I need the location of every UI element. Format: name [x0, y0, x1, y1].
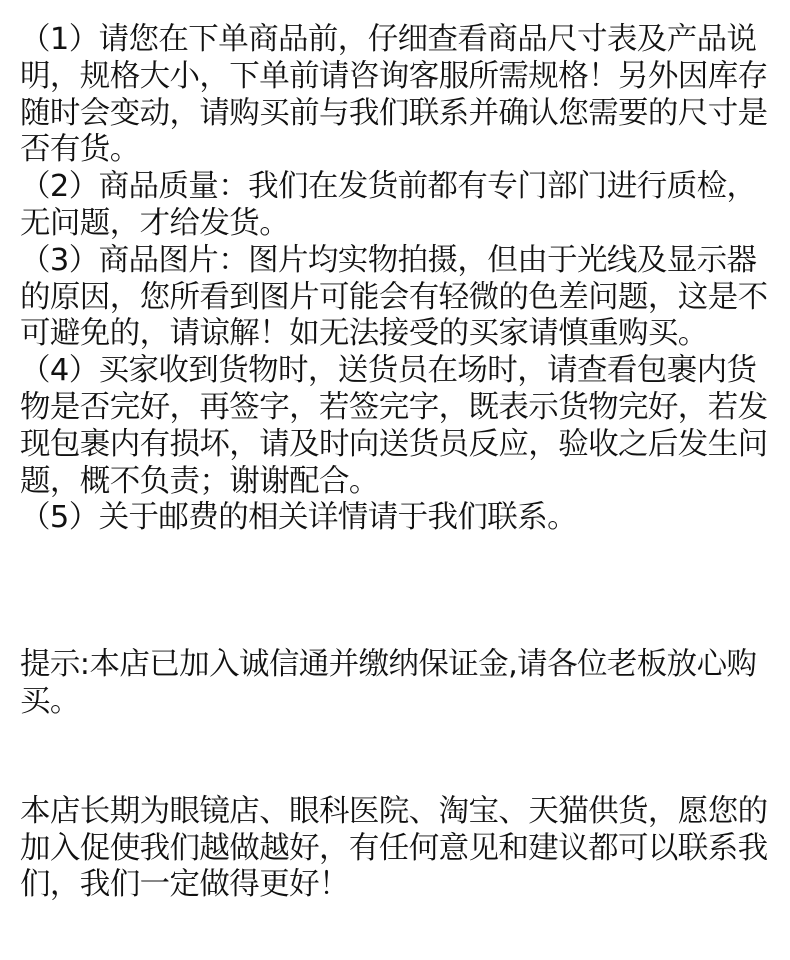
- policy-item-2: （2）商品质量：我们在发货前都有专门部门进行质检，无问题，才给发货。: [20, 169, 757, 241]
- section-spacer: [20, 537, 770, 647]
- policy-item-4: （4）买家收到货物时，送货员在场时，请查看包裹内货物是否完好，再签字，若签完字，既表示货物完好，若发现包裹内有损坏，请及时向送货员反应，验收之后发生问题，概不负责；谢谢配合。: [20, 353, 768, 499]
- purchase-notice: [20, 22, 770, 904]
- policy-item-1: （1）请您在下单商品前，仔细查看商品尺寸表及产品说明，规格大小，下单前请咨询客服所需规格！另外因库存随时会变动，请购买前与我们联系并确认您需要的尺寸是否有货。: [20, 22, 768, 168]
- policy-item-5: （5）关于邮费的相关详情请于我们联系。: [20, 500, 578, 536]
- policy-item-3: （3）商品图片：图片均实物拍摄，但由于光线及显示器的原因，您所看到图片可能会有轻微的色差问题，这是不可避免的，请谅解！如无法接受的买家请慎重购买。: [20, 242, 768, 352]
- supply-note: 本店长期为眼镜店、眼科医院、淘宝、天猫供货，愿您的加入促使我们越做越好，有任何意见和建议都可以联系我们，我们一定做得更好！: [20, 793, 768, 903]
- section-spacer: [20, 721, 770, 794]
- trust-tip: 提示:本店已加入诚信通并缴纳保证金,请各位老板放心购买。: [20, 647, 757, 719]
